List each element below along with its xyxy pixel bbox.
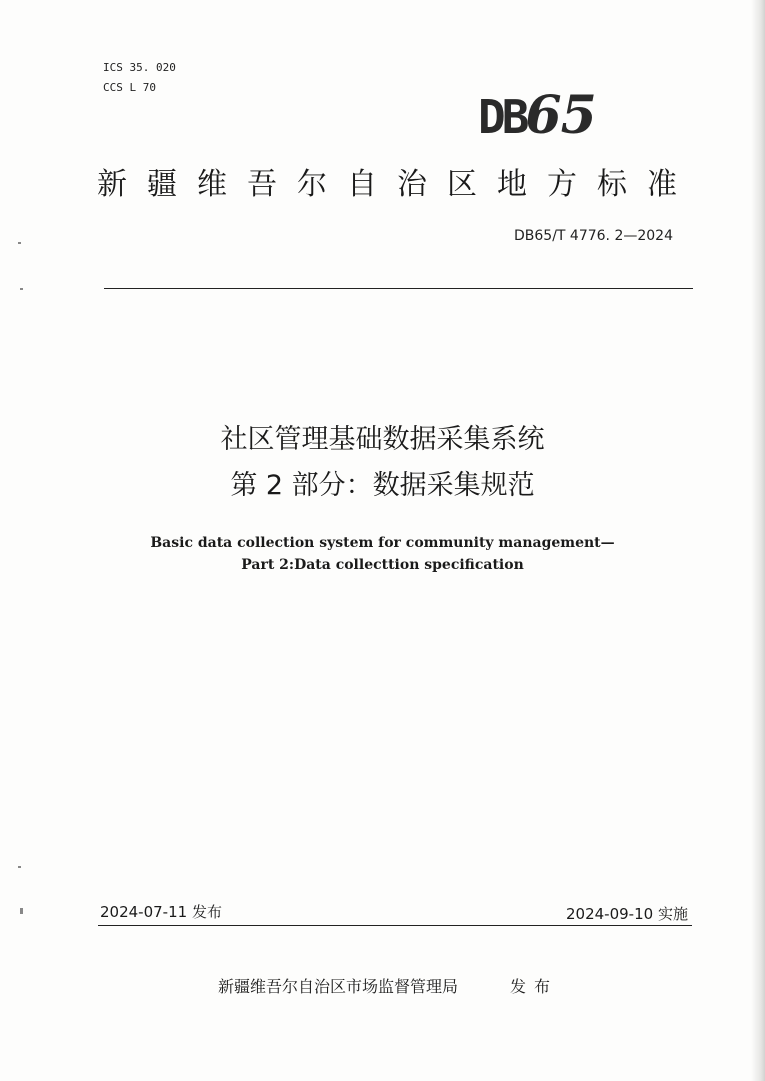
scan-speck	[20, 288, 23, 290]
logo-db-text: DB	[478, 90, 526, 144]
standard-type: 新疆维吾尔自治区地方标准	[97, 167, 697, 202]
classification-codes	[103, 58, 176, 98]
scan-speck	[18, 242, 21, 244]
title-cn-line1: 社区管理基础数据采集系统	[220, 424, 545, 455]
scan-speck	[20, 908, 23, 914]
scan-speck	[18, 866, 21, 868]
ccs-code: CCS L 70	[103, 81, 156, 94]
title-cn-line2: 第 2 部分：数据采集规范	[230, 470, 535, 501]
title-en-line2: Part 2:Data collecttion specification	[241, 557, 524, 573]
header-divider	[104, 288, 693, 289]
issued-label: 发布	[510, 977, 559, 996]
title-en-line1: Basic data collection system for community management—	[150, 535, 615, 551]
standard-number: DB65/T 4776. 2—2024	[514, 228, 673, 244]
logo-number: 65	[525, 85, 596, 146]
db65-logo	[478, 85, 643, 146]
ics-code: ICS 35. 020	[103, 61, 176, 74]
footer-divider	[98, 925, 692, 926]
issuing-authority: 新疆维吾尔自治区市场监督管理局	[218, 977, 459, 996]
implement-date: 2024-09-10 实施	[566, 905, 688, 923]
publish-date: 2024-07-11 发布	[100, 903, 222, 921]
